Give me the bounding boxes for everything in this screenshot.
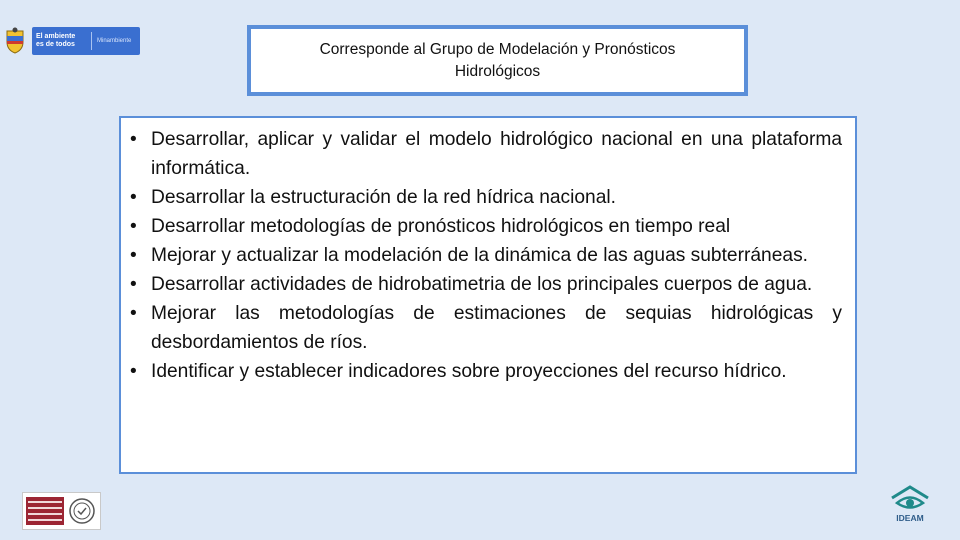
gov-logo (4, 26, 142, 56)
ministry-label: Minambiente (97, 38, 132, 44)
list-item (129, 183, 842, 212)
list-item (129, 241, 842, 270)
bullet-icon: • (130, 245, 137, 266)
list-item-text: Desarrollar, aplicar y validar el modelo hidrológico nacional en una plataforma informática. (151, 129, 842, 179)
ideam-label: IDEAM (896, 513, 924, 523)
title-box (247, 25, 748, 96)
list-item-text: Desarrollar la estructuración de la red hídrica nacional. (151, 187, 616, 208)
bullet-icon: • (130, 361, 137, 382)
bullet-icon: • (130, 129, 137, 150)
ideam-logo (884, 484, 936, 528)
bullet-icon: • (130, 303, 137, 324)
content-box (119, 116, 857, 474)
list-item (129, 212, 842, 241)
list-item (129, 357, 842, 386)
certification-seal-icon (69, 498, 95, 524)
bullet-icon: • (130, 216, 137, 237)
gov-slogan (36, 33, 88, 49)
coat-of-arms-icon (4, 27, 26, 55)
list-item-text: Desarrollar actividades de hidrobatimetria de los principales cuerpos de agua. (151, 274, 813, 295)
gov-slogan-line2: es de todos (36, 41, 75, 48)
list-item-text: Desarrollar metodologías de pronósticos hidrológicos en tiempo real (151, 216, 731, 237)
gov-banner (32, 27, 140, 55)
ideam-eye-logo-icon (884, 484, 936, 514)
list-item (129, 299, 842, 357)
bullet-icon: • (130, 274, 137, 295)
cert-badge (26, 497, 64, 525)
gov-slogan-line1: El ambiente (36, 33, 76, 40)
list-item-text: Mejorar y actualizar la modelación de la dinámica de las aguas subterráneas. (151, 245, 808, 266)
slide-title: Corresponde al Grupo de Modelación y Pronósticos Hidrológicos (319, 40, 676, 80)
list-item (129, 125, 842, 183)
list-item-text: Identificar y establecer indicadores sobre proyecciones del recurso hídrico. (151, 361, 787, 382)
gov-divider (91, 32, 92, 50)
bullet-icon: • (130, 187, 137, 208)
certification-logo (22, 492, 101, 530)
bullet-list (129, 125, 842, 386)
list-item-text: Mejorar las metodologías de estimaciones de sequias hidrológicas y desbordamientos de ríos. (151, 303, 842, 353)
list-item (129, 270, 842, 299)
